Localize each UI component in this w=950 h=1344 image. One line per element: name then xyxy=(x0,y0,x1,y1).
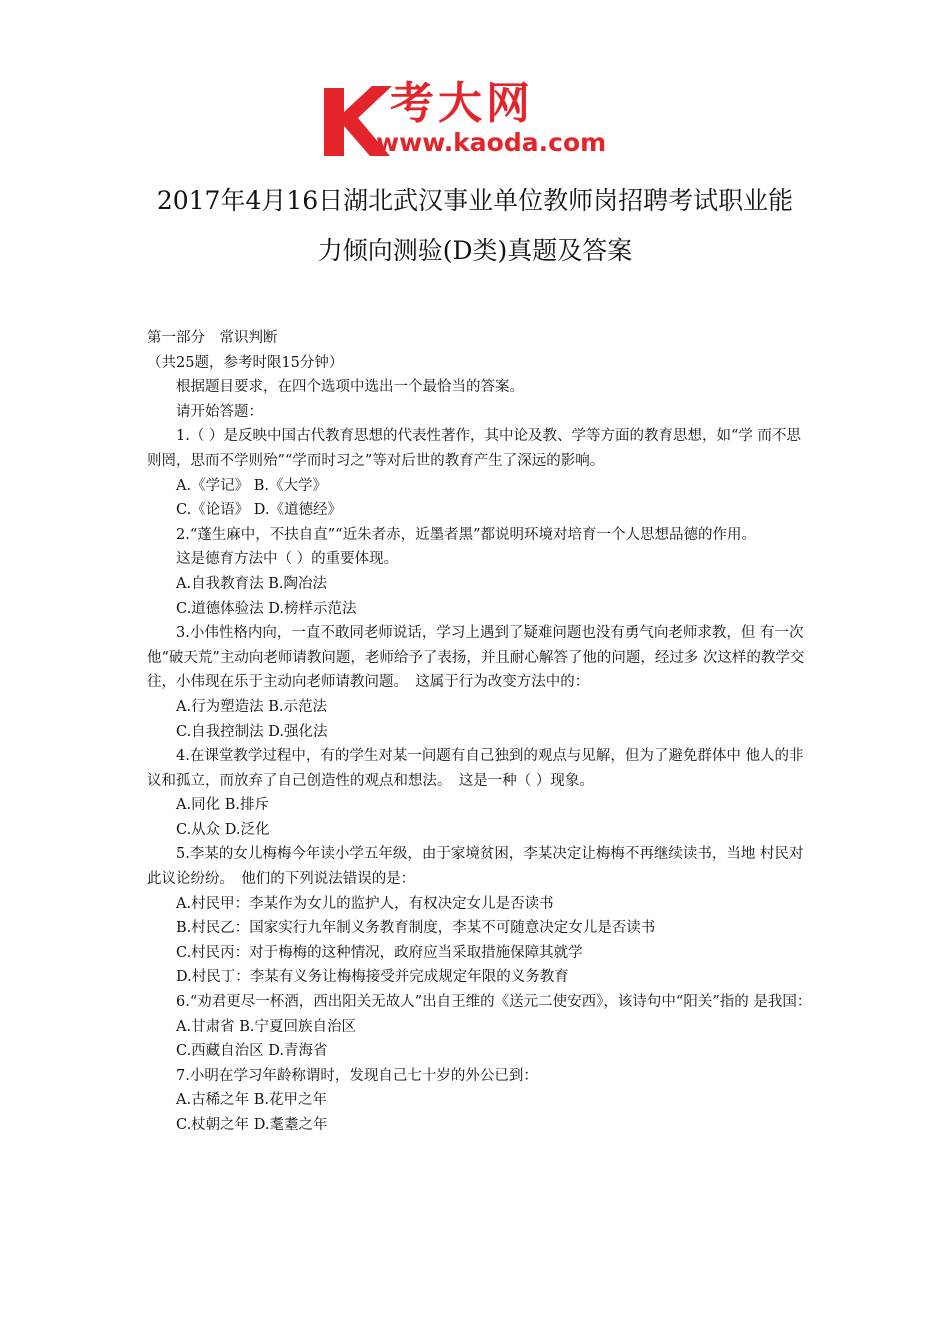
question-stem: 3.小伟性格内向，一直不敢同老师说话，学习上遇到了疑难问题也没有勇气向老师求教，但 有一次他“破天荒”主动向老师请教问题，老师给予了表扬，并且耐心解答了他的问题，经过多 次这样的教学交往，小伟现在乐于主动向老师请教问题。 这属于行为改变方法中的： xyxy=(147,625,805,691)
question-option: D.村民丁：李某有义务让梅梅接受并完成规定年限的义务教育 xyxy=(176,969,569,986)
question-stem: 4.在课堂教学过程中，有的学生对某一问题有自己独到的观点与见解，但为了避免群体中 他人的非议和孤立，而放弃了自己创造性的观点和想法。 这是一种（ ）现象。 xyxy=(147,748,804,789)
question-option: A.甘肃省 B.宁夏回族自治区 xyxy=(176,1018,356,1035)
question-stem: 5.李某的女儿梅梅今年读小学五年级，由于家境贫困，李某决定让梅梅不再继续读书，当地 村民对此议论纷纷。 他们的下列说法错误的是： xyxy=(147,846,804,888)
question-7 xyxy=(147,1064,812,1138)
question-option: A.行为塑造法 B.示范法 xyxy=(176,698,327,715)
question-stem: 这是德育方法中（ ）的重要体现。 xyxy=(176,551,399,568)
document-title-line-1: 2017年4月16日湖北武汉事业单位教师岗招聘考试职业能 xyxy=(156,186,794,215)
question-option: C.西藏自治区 D.青海省 xyxy=(176,1043,328,1060)
question-option: C.道德体验法 D.榜样示范法 xyxy=(176,600,357,617)
question-option: A.《学记》 B.《大学》 xyxy=(176,477,327,494)
document-title-line-2: 力倾向测验(D类)真题及答案 xyxy=(317,236,633,265)
question-4 xyxy=(147,744,812,842)
question-option: C.从众 D.泛化 xyxy=(176,821,270,838)
section-note: （共25题，参考时限15分钟） xyxy=(147,354,344,371)
question-stem: 6.“劝君更尽一杯酒，西出阳关无故人”出自王维的《送元二使安西》，该诗句中“阳关”指的 是我国： xyxy=(176,994,812,1011)
question-2 xyxy=(147,523,812,621)
section-start: 请开始答题： xyxy=(176,403,263,420)
question-1 xyxy=(147,424,812,522)
section-heading: 第一部分 常识判断 xyxy=(147,330,278,346)
question-option: C.自我控制法 D.强化法 xyxy=(176,723,328,740)
question-option: B.村民乙：国家实行九年制义务教育制度，李某不可随意决定女儿是否读书 xyxy=(176,920,656,937)
question-5 xyxy=(147,842,812,990)
section-intro: 根据题目要求，在四个选项中选出一个最恰当的答案。 xyxy=(176,379,524,396)
question-6 xyxy=(147,990,812,1064)
logo-url-text: www.kaoda.com xyxy=(376,128,607,157)
question-option: A.村民甲：李某作为女儿的监护人，有权决定女儿是否读书 xyxy=(176,895,554,912)
question-stem: 2.“蓬生麻中，不扶自直”“近朱者赤，近墨者黑”都说明环境对培育一个人思想品德的作用。 xyxy=(176,526,756,543)
kaoda-logo xyxy=(318,78,648,164)
question-option: A.自我教育法 B.陶冶法 xyxy=(176,575,327,592)
question-stem: 1.（ ）是反映中国古代教育思想的代表性著作，其中论及教、学等方面的教育思想，如“学 而不思则罔，思而不学则殆”“学而时习之”等对后世的教育产生了深远的影响。 xyxy=(147,428,801,469)
question-option: A.古稀之年 B.花甲之年 xyxy=(176,1092,327,1109)
question-option: C.《论语》 D.《道德经》 xyxy=(176,502,343,519)
question-option: C.村民丙：对于梅梅的这种情况，政府应当采取措施保障其就学 xyxy=(176,944,583,961)
question-option: C.杖朝之年 D.耄耋之年 xyxy=(176,1117,328,1133)
logo-brand-text: 考大网 xyxy=(390,78,534,129)
question-stem: 7.小明在学习年龄称谓时，发现自己七十岁的外公已到： xyxy=(176,1067,538,1084)
question-option: A.同化 B.排斥 xyxy=(176,797,269,814)
question-3 xyxy=(147,621,812,744)
document-body xyxy=(147,326,812,1138)
